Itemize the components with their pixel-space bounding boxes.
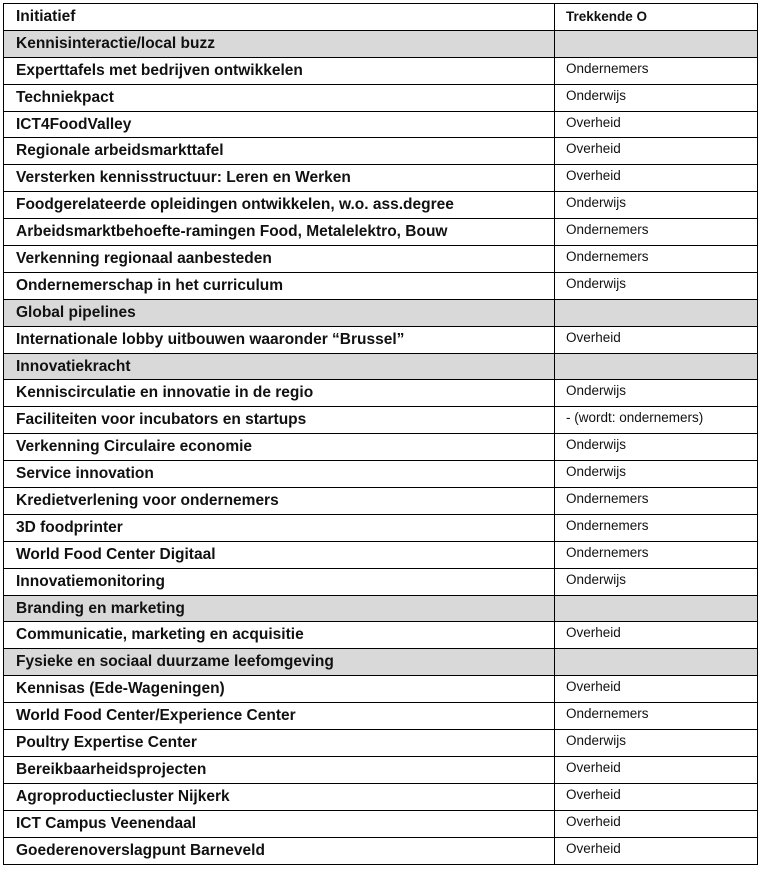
initiative-name: Kennisas (Ede-Wageningen) — [4, 676, 555, 702]
section-row — [4, 300, 757, 327]
table-row — [4, 273, 757, 300]
table-row — [4, 542, 757, 569]
lead-party: Ondernemers — [566, 517, 649, 533]
table-row — [4, 676, 757, 703]
initiative-name: Foodgerelateerde opleidingen ontwikkelen, w.o. ass.degree — [4, 192, 555, 218]
table-row — [4, 58, 757, 85]
lead-party: Overheid — [566, 141, 621, 157]
initiative-name: Innovatiemonitoring — [4, 569, 555, 595]
table-row — [4, 327, 757, 354]
initiative-name: Bereikbaarheidsprojecten — [4, 757, 555, 783]
table-row — [4, 515, 757, 542]
lead-party: Onderwijs — [566, 437, 627, 453]
initiative-name: ICT4FoodValley — [4, 112, 555, 138]
lead-party: Overheid — [566, 759, 621, 775]
table-row — [4, 757, 757, 784]
lead-party: Onderwijs — [566, 733, 627, 749]
initiative-name: Experttafels met bedrijven ontwikkelen — [4, 58, 555, 84]
lead-party: Onderwijs — [566, 195, 627, 211]
initiative-name: Ondernemerschap in het curriculum — [4, 273, 555, 299]
lead-party: Onderwijs — [566, 383, 627, 399]
initiative-name: Arbeidsmarktbehoefte-ramingen Food, Metalelektro, Bouw — [4, 219, 555, 245]
header-trekkende: Trekkende O — [566, 9, 648, 24]
lead-party: Onderwijs — [566, 275, 627, 291]
initiative-name: Regionale arbeidsmarkttafel — [4, 138, 555, 164]
lead-party: Ondernemers — [566, 491, 649, 507]
section-row — [4, 354, 757, 381]
table-row — [4, 192, 757, 219]
lead-party: Ondernemers — [566, 249, 649, 265]
table-row — [4, 246, 757, 273]
initiative-name: World Food Center/Experience Center — [4, 703, 555, 729]
table-row — [4, 380, 757, 407]
table-row — [4, 461, 757, 488]
table-row — [4, 569, 757, 596]
section-empty-cell — [555, 31, 757, 57]
table-row — [4, 622, 757, 649]
lead-party: Onderwijs — [566, 87, 627, 103]
section-row — [4, 31, 757, 58]
lead-party: Overheid — [566, 679, 621, 695]
lead-party: Overheid — [566, 168, 621, 184]
lead-party: Overheid — [566, 329, 621, 345]
lead-party: Ondernemers — [566, 222, 649, 238]
section-row — [4, 649, 757, 676]
initiative-name: Kenniscirculatie en innovatie in de regio — [4, 380, 555, 406]
lead-party: Onderwijs — [566, 571, 627, 587]
initiative-name: ICT Campus Veenendaal — [4, 811, 555, 837]
lead-party: Ondernemers — [566, 706, 649, 722]
initiative-name: Communicatie, marketing en acquisitie — [4, 622, 555, 648]
initiative-name: World Food Center Digitaal — [4, 542, 555, 568]
initiative-name: Techniekpact — [4, 85, 555, 111]
section-empty-cell — [555, 300, 757, 326]
lead-party: Ondernemers — [566, 60, 649, 76]
table-row — [4, 165, 757, 192]
initiative-name: Internationale lobby uitbouwen waaronder “Brussel” — [4, 327, 555, 353]
initiative-name: Versterken kennisstructuur: Leren en Werken — [4, 165, 555, 191]
lead-party: Overheid — [566, 786, 621, 802]
table-row — [4, 407, 757, 434]
section-empty-cell — [555, 354, 757, 380]
initiative-name: Agroproductiecluster Nijkerk — [4, 784, 555, 810]
table-row — [4, 730, 757, 757]
section-title: Kennisinteractie/local buzz — [4, 31, 555, 57]
initiative-name: 3D foodprinter — [4, 515, 555, 541]
section-title: Fysieke en sociaal duurzame leefomgeving — [4, 649, 555, 675]
lead-party: Overheid — [566, 813, 621, 829]
section-empty-cell — [555, 649, 757, 675]
section-title: Global pipelines — [4, 300, 555, 326]
table-row — [4, 85, 757, 112]
section-empty-cell — [555, 596, 757, 622]
initiative-name: Service innovation — [4, 461, 555, 487]
table-row — [4, 112, 757, 139]
section-title: Branding en marketing — [4, 596, 555, 622]
table-row — [4, 434, 757, 461]
lead-party: Overheid — [566, 114, 621, 130]
table-row — [4, 811, 757, 838]
lead-party: - (wordt: ondernemers) — [566, 410, 704, 426]
initiatives-table — [3, 3, 758, 865]
initiative-name: Verkenning regionaal aanbesteden — [4, 246, 555, 272]
table-header-row — [4, 4, 757, 31]
section-row — [4, 596, 757, 623]
lead-party: Onderwijs — [566, 464, 627, 480]
lead-party: Overheid — [566, 625, 621, 641]
table-row — [4, 703, 757, 730]
table-body — [4, 31, 757, 865]
initiative-name: Goederenoverslagpunt Barneveld — [4, 838, 555, 865]
header-initiatief: Initiatief — [4, 4, 555, 30]
initiative-name: Kredietverlening voor ondernemers — [4, 488, 555, 514]
initiative-name: Faciliteiten voor incubators en startups — [4, 407, 555, 433]
table-row — [4, 138, 757, 165]
lead-party: Ondernemers — [566, 544, 649, 560]
initiative-name: Poultry Expertise Center — [4, 730, 555, 756]
table-row — [4, 219, 757, 246]
table-row — [4, 838, 757, 865]
initiative-name: Verkenning Circulaire economie — [4, 434, 555, 460]
table-row — [4, 488, 757, 515]
table-row — [4, 784, 757, 811]
section-title: Innovatiekracht — [4, 354, 555, 380]
lead-party: Overheid — [566, 840, 621, 856]
